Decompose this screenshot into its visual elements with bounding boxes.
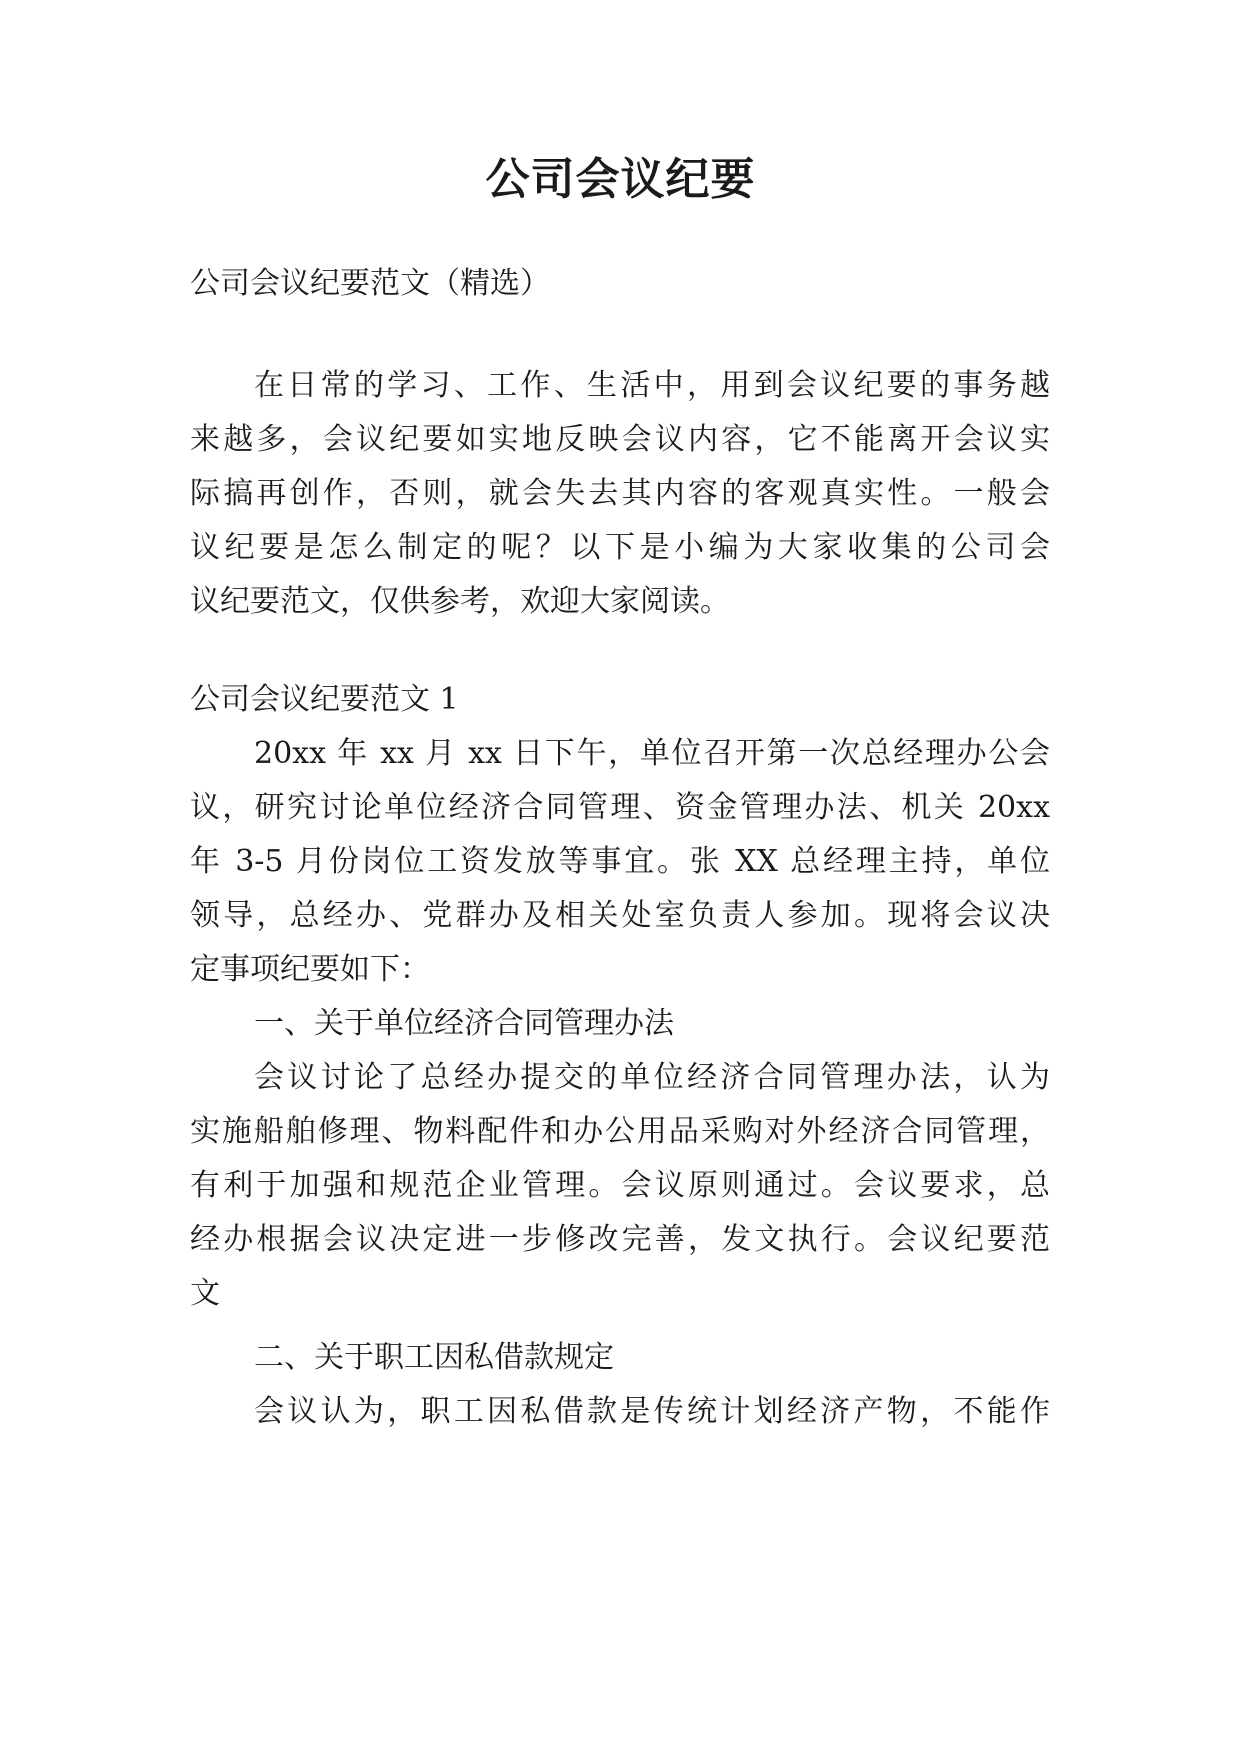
section-heading: 公司会议纪要范文 1 bbox=[190, 682, 459, 717]
item1-line: 经办根据会议决定进一步修改完善，发文执行。会议纪要范 bbox=[190, 1222, 1050, 1257]
document-title: 公司会议纪要 bbox=[485, 154, 756, 205]
body-line: 定事项纪要如下： bbox=[190, 952, 430, 987]
body-line: 领导，总经办、党群办及相关处室负责人参加。现将会议决 bbox=[190, 898, 1050, 933]
intro-line: 议纪要范文，仅供参考，欢迎大家阅读。 bbox=[190, 584, 730, 619]
body-line: 议，研究讨论单位经济合同管理、资金管理办法、机关 20xx bbox=[190, 790, 1050, 825]
intro-line: 来越多，会议纪要如实地反映会议内容，它不能离开会议实 bbox=[190, 422, 1050, 457]
document-subtitle: 公司会议纪要范文（精选） bbox=[190, 266, 550, 301]
item1-line: 文 bbox=[190, 1276, 220, 1311]
item1-line: 有利于加强和规范企业管理。会议原则通过。会议要求，总 bbox=[190, 1168, 1050, 1203]
item2-heading: 二、关于职工因私借款规定 bbox=[254, 1340, 614, 1375]
item1-line: 实施船舶修理、物料配件和办公用品采购对外经济合同管理， bbox=[190, 1114, 1050, 1149]
intro-line: 际搞再创作，否则，就会失去其内容的客观真实性。一般会 bbox=[190, 476, 1050, 511]
intro-line: 议纪要是怎么制定的呢？以下是小编为大家收集的公司会 bbox=[190, 530, 1050, 565]
intro-line: 在日常的学习、工作、生活中，用到会议纪要的事务越 bbox=[254, 368, 1050, 403]
body-line: 20xx 年 xx 月 xx 日下午，单位召开第一次总经理办公会 bbox=[254, 736, 1050, 771]
item2-line: 会议认为，职工因私借款是传统计划经济产物，不能作 bbox=[254, 1394, 1050, 1429]
item1-heading: 一、关于单位经济合同管理办法 bbox=[254, 1006, 674, 1041]
item1-line: 会议讨论了总经办提交的单位经济合同管理办法，认为 bbox=[254, 1060, 1050, 1095]
body-line: 年 3-5 月份岗位工资发放等事宜。张 XX 总经理主持，单位 bbox=[190, 844, 1050, 879]
